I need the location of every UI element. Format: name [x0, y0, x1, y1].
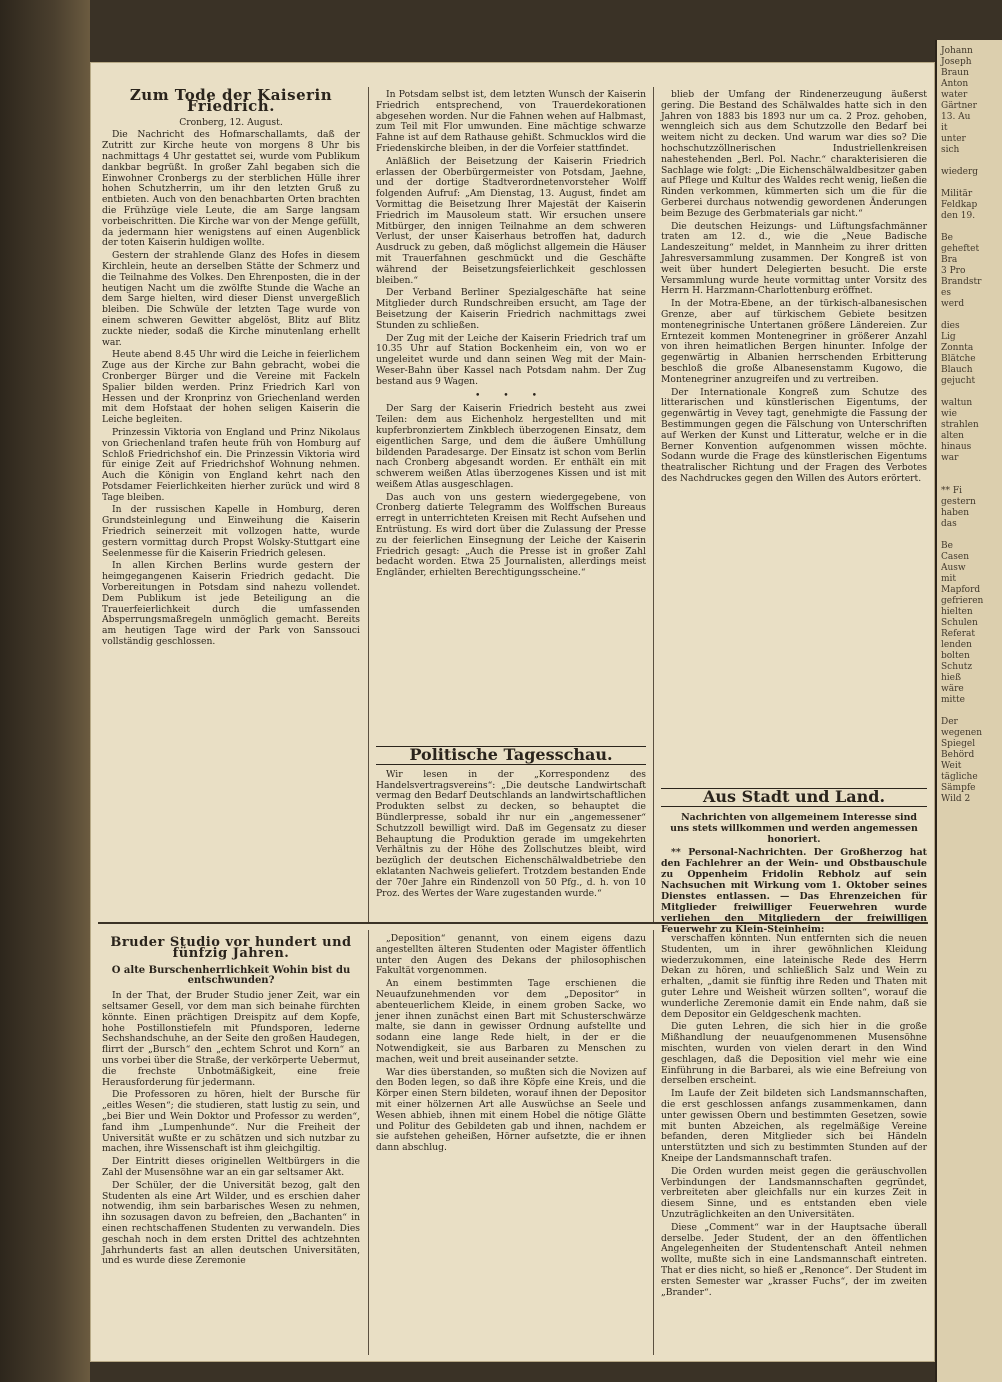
paragraph: In allen Kirchen Berlins wurde gestern der heimgegangenen Kaiserin Friedrich gedacht. Die Vorbereitungen in Potsdam sind nahezu vollendet. Dem Publikum ist jede Beteiligung an die Trauerfeierlichkeit durch die umfassenden Absperrungsmaßregeln unmöglich gemacht. Bereits am heutigen Tage wird der Park von Sanssouci vollständig geschlossen.	[102, 560, 360, 648]
paragraph: Die Professoren zu hören, hielt der Bursche für „eitles Wesen“; die studieren, statt lustig zu sein, und „bei Bier und Wein Doktor und Professor zu werden“, fand ihm „Lumpenhunde“. Nur die Freiheit der Universität wußte er zu schätzen und sich nutzbar zu machen, ihre Wissenschaft ist ihm gleichgiltig.	[102, 1089, 360, 1155]
paragraph: In der Motra-Ebene, an der türkisch-albanesischen Grenze, aber auf türkischem Gebiete besitzen montenegrinische Untertanen größere Ländereien. Zur Erntezeit kommen Montenegriner in größerer Anzahl von ihren heimatlichen Bergen hinunter. Infolge der gegenwärtig in Albanien herrschenden Erbitterung beschloß die große Albanesenstamm Kugowo, die Montenegriner anzugreifen und zu vertreiben.	[661, 298, 927, 385]
paragraph: Die deutschen Heizungs- und Lüftungsfachmänner traten am 12. d., wie die „Neue Badische Landeszeitung“ meldet, in Mannheim zu ihrer dritten Jahresversammlung zusammen. Der Kongreß ist von weit über hundert Delegierten besucht. Die erste Versammlung wurde heute vormittag unter Vorsitz des Herrn H. Harzmann-Charlottenburg eröffnet.	[661, 220, 927, 297]
book-binding-left	[0, 0, 90, 1382]
paragraph: Heute abend 8.45 Uhr wird die Leiche in feierlichem Zuge aus der Kirche zur Bahn gebracht, wobei die Cronberger Bürger und die Vereine mit Fackeln Spalier bilden werden. Prinz Friedrich Karl von Hessen und der Kronprinz von Griechenland werden mit dem Hofstaat der hohen seligen Kaiserin die Leiche begleiten.	[102, 349, 360, 426]
headline-kaiserin: Zum Tode der Kaiserin Friedrich.	[129, 86, 333, 115]
paragraph: In Potsdam selbst ist, dem letzten Wunsch der Kaiserin Friedrich entsprechend, von Trauerdekorationen abgesehen worden. Nur die Fahnen wehen auf Halbmast, zum Teil mit Flor umwunden. Eine mächtige schwarze Fahne ist auf dem Rathause gehißt. Schmucklos wird die Friedenskirche bleiben, in der die Vorfeier stattfindet.	[376, 89, 646, 154]
paragraph: Gestern der strahlende Glanz des Hofes in diesem Kirchlein, heute an derselben Stätte der Schmerz und die Teilnahme des Volkes. Den Ehrenposten, die in der heutigen Nacht um die zwölfte Stunde die Wache an dem Sarge hielten, wird dieser Dienst unvergeßlich bleiben. Die Schwüle der letzten Tage wurde von einem schweren Gewitter abgelöst, Blitz auf Blitz zuckte nieder, sodaß die Kirche minutenlang erhellt war.	[102, 250, 360, 348]
adjacent-page-edge	[935, 40, 1002, 1382]
article-tagesschau	[376, 742, 646, 920]
headline-tagesschau: Politische Tagesschau.	[376, 746, 646, 765]
article-studio-part3	[661, 934, 927, 1354]
paragraph: In der That, der Bruder Studio jener Zeit, war ein seltsamer Gesell, vor dem man sich beinahe fürchten könnte. Einen prächtigen Dreispitz auf dem Kopfe, hohe Postillonstiefeln mit Pfundsporen, lederne Sechshandschuhe, an der Seite den großen Haudegen, flirrt der „Bursch“ den „echtem Schrot und Korn“ an uns vorbei über die Straße, der verkörperte Uebermut, die frechste Unbotmäßigkeit, eine freie Herausforderung für jedermann.	[102, 990, 360, 1088]
paragraph: Das auch von uns gestern wiedergegebene, von Cronberg datierte Telegramm des Wolffschen Bureaus erregt in unterrichteten Kreisen mit Recht Aufsehen und Entrüstung. Es wird dort über die Zulassung der Presse zu der feierlichen Einsegnung der Leiche der Kaiserin Friedrich gesagt: „Auch die Presse ist in großer Zahl bedacht worden. Etwa 25 Journalisten, allerdings meist Engländer, erhielten Berechtigungsscheine.“	[376, 491, 646, 579]
adjacent-page-text: Johann Joseph Braun Anton water Gärtner 13. Au it unter sich wiederg Militär Feldkap den 19. Be geheftet Bra 3 Pro Brandstr es werd dies Lig Zonnta Blätche Blauch gejucht waltun wie strahlen alten hinaus war ** Fi gestern haben das Be Casen Ausw mit Mapford gefrieren hielten Schulen Referat lenden bolten Schutz hieß wäre mitte Der wegenen Spiegel Behörd Weit tägliche Sämpfe Wild 2	[941, 46, 984, 804]
column-rule-3	[368, 930, 369, 1355]
dateline: Cronberg, 12. August.	[179, 116, 283, 128]
paragraph: Der Sarg der Kaiserin Friedrich besteht aus zwei Teilen: dem aus Eichenholz hergestellten und mit kupferbronziertem Zinkblech überzogenen Einsatz, dem eigentlichen Sarge, und dem die äußere Umhüllung bildenden Paradesarge. Der Einsatz ist schon vom Berlin nach Cronberg abgesandt worden. Er enthält ein mit schwerem weißen Atlas überzogenes Kissen und ist mit weißem Atlas ausgeschlagen.	[376, 403, 646, 490]
headline-studio: Bruder Studio vor hundert und fünfzig Jahren.	[110, 935, 352, 961]
paragraph: In der russischen Kapelle in Homburg, deren Grundsteinlegung und Einweihung die Kaiserin Friedrich seinerzeit mit vollzogen hatte, wurde gestern vormittag durch Propst Wolsky-Stuttgart eine Seelenmesse für die Kaiserin Friedrich gelesen.	[102, 504, 360, 559]
paragraph: Diese „Comment“ war in der Hauptsache überall derselbe. Jeder Student, der an den öffentlichen Angelegenheiten der Studentenschaft Anteil nehmen wollte, mußte sich in eine Landsmannschaft eintreten. That er dies nicht, so hieß er „Renonce“. Der Student im ersten Semester war „krasser Fuchs“, der im zweiten „Brander“.	[661, 1221, 927, 1298]
column-rule-2	[653, 87, 654, 922]
column-rule-4	[653, 930, 654, 1355]
subtitle-studio: O alte Burschenherrlichkeit Wohin bist du entschwunden?	[111, 964, 351, 987]
paragraph: Die guten Lehren, die sich hier in die große Mißhandlung der neuaufgenommenen Musensöhne mischten, wurden von vielen derart in den Wind geschlagen, daß die Deposition viel mehr wie eine Einführung in die Barbarei, als wie eine Befreiung von derselben erscheint.	[661, 1021, 927, 1087]
paragraph: Der Schüler, der die Universität bezog, galt den Studenten als eine Art Wilder, und es erschien daher notwendig, ihm sein barbarisches Wesen zu nehmen, ihn sozusagen davon zu befreien, den „Bachanten“ in einen rechtschaffenen Studenten zu verwandeln. Dies geschah noch in dem ersten Drittel des achtzehnten Jahrhunderts fast an allen deutschen Universitäten, und es wurde diese Zeremonie	[102, 1179, 360, 1267]
paragraph: Prinzessin Viktoria von England und Prinz Nikolaus von Griechenland trafen heute früh von Homburg auf Schloß Friedrichshof ein. Die Prinzessin Viktoria wird für einige Zeit auf Friedrichshof Wohnung nehmen. Auch die Königin von England kehrt nach den Potsdamer Feierlichkeiten hierher zurück und wird 8 Tage bleiben.	[102, 426, 360, 503]
column-rule-1	[368, 87, 369, 922]
paragraph: Der Verband Berliner Spezialgeschäfte hat seine Mitglieder durch Rundschreiben ersucht, am Tage der Beisetzung der Kaiserin Friedrich nachmittags zwei Stunden zu schließen.	[376, 287, 646, 331]
article-potsdam	[376, 90, 646, 738]
paragraph: War dies überstanden, so mußten sich die Novizen auf den Boden legen, so daß ihre Köpfe eine Kreis, und die Körper einen Stern bildeten, worauf ihnen der Depositor mit einer hölzernen Art alle Auswüchse an Seele und Wesen abhieb, ihnen mit einem Hobel die nötige Glätte und Politur des Gebildeten gab und ihnen, nachdem er sie aufstehen geheißen, Hörner aufsetzte, die er ihnen dann abschlug.	[376, 1066, 646, 1154]
paragraph: verschaffen könnten. Nun entfernten sich die neuen Studenten, um in ihrer gewöhnlichen Kleidung wiederzukommen, eine lateinische Rede des Herrn Dekan zu hören, und schließlich Salz und Wein zu erhalten, „damit sie fünftig ihre Reden und Thaten mit guter Lehre und Weisheit würzen sollten“, worauf die wunderliche Zeremonie damit ein Ende nahm, daß sie dem Depositor ein Geldgeschenk machten.	[661, 933, 927, 1020]
headline-stadtland: Aus Stadt und Land.	[661, 788, 927, 807]
article-studio-part2	[376, 934, 646, 1354]
paragraph: Im Laufe der Zeit bildeten sich Landsmannschaften, die erst geschlossen anfangs zusammenkamen, dann unter gewissen Obern und bestimmten Gesetzen, sowie mit bunten Abzeichen, als regelmäßige Vereine befanden, deren Mitglieder sich bei Händeln unterstützten und sich zu bestimmten Stunden auf der Kneipe der Landsmannschaft trafen.	[661, 1088, 927, 1164]
separator-dots: • • •	[474, 389, 548, 401]
paragraph: Wir lesen in der „Korrespondenz des Handelsvertragsvereins“: „Die deutsche Landwirtschaft vermag den Bedarf Deutschlands an landwirtschaftlichen Produkten selbst zu decken, so behauptet die Bündlerpresse, sobald ihr nur ein „angemessener“ Schutzzoll bewilligt wird. Daß im Gegensatz zu dieser Behauptung die Produktion gerade im umgekehrten Verhältnis zu der Höhe des Zollschutzes bleibt, wird bezüglich der deutschen Eichenschälwaldbetriebe den eklatanten Nachweis geliefert. Trotzdem bestanden Ende der 70er Jahre ein Rindenzoll von 50 Pfg., d. h. von 10 Proz. des Wertes der Ware zugestanden wurde.“	[376, 768, 646, 899]
paragraph: Anläßlich der Beisetzung der Kaiserin Friedrich erlassen der Oberbürgermeister von Potsdam, Jaehne, und der dortige Stadtverordnetenvorsteher Wolff folgenden Aufruf: „Am Dienstag, 13. August, findet am Vormittag die Beisetzung Ihrer Majestät der Kaiserin Friedrich im Mausoleum statt. Wir ersuchen unsere Mitbürger, den innigen Teilnahme an dem schweren Verlust, der unser Kaiserhaus betroffen hat, dadurch Ausdruck zu geben, daß möglichst allgemein die Häuser mit Trauerfahnen geschmückt und die Geschäfte während der Beisetzungsfeierlichkeit geschlossen bleiben.“	[376, 155, 646, 286]
paragraph: blieb der Umfang der Rindenerzeugung äußerst gering. Die Bestand des Schälwaldes hatte sich in den Jahren von 1883 bis 1893 nur um ca. 2 Proz. gehoben, wenngleich sich aus dem Schutzzolle den Bedarf bei weitem nicht zu decken. Und warum war dies so? Die hochschutzzöllnerischen Industriellenkreisen nahestehenden „Berl. Pol. Nachr.“ charakterisieren die Sachlage wie folgt: „Die Eichenschälwaldbesitzer gaben auf Pflege und Kultur des Waldes recht wenig, ließen die Rinden verkommen, kümmerten sich um die für die Gerberei durchaus notwendig gewordenen Änderungen beim Bezuge des Gerbmaterials gar nicht.“	[661, 89, 927, 219]
article-stadtland	[661, 784, 927, 935]
paragraph: Die Nachricht des Hofmarschallamts, daß der Zutritt zur Kirche heute von morgens 8 Uhr bis nachmittags 4 Uhr gestattet sei, wurde vom Publikum dankbar begrüßt. In großer Zahl begaben sich die Einwohner Cronbergs zu der sterblichen Hülle ihrer hohen Schutzherrin, um ihr den letzten Gruß zu entbieten. Auch von den benachbarten Orten brachten die Frühzüge viele Leute, die am Sarge langsam vorbeischritten. Die Kirche war von der Menge gefüllt, da jedermann hier wenigstens auf einen Augenblick der toten Kaiserin huldigen wollte.	[102, 129, 360, 249]
paragraph: Die Orden wurden meist gegen die geräuschvollen Verbindungen der Landsmannschaften gegründet, verbreiteten aber gleichfalls nur ein kurzes Zeit in diesem Sinne, und es entstanden eben viele Unzuträglichkeiten an den Universitäten.	[661, 1165, 927, 1220]
newspaper-page	[90, 62, 935, 1362]
notice: Nachrichten von allgemeinem Interesse sind uns stets willkommen und werden angemessen honoriert.	[670, 811, 918, 845]
article-kaiserin	[102, 86, 360, 918]
paragraph: An einem bestimmten Tage erschienen die Neuaufzunehmenden vor dem „Depositor“ in abenteuerlichem Kleide, in einem groben Sacke, wo jener ihnen zunächst einen Bart mit Schusterschwärze malte, sie dann in gewisser Ordnung aufstellte und sodann eine lange Rede hielt, in der er die Notwendigkeit, sie aus Barbaren zu Menschen zu machen, weit und breit auseinander setzte.	[376, 978, 646, 1065]
personal-news: ** Personal-Nachrichten. Der Großherzog hat den Fachlehrer an der Wein- und Obstbauschule zu Oppenheim Fridolin Rebholz auf sein Nachsuchen mit Wirkung vom 1. Oktober seines Dienstes entlassen. — Das Ehrenzeichen für Mitglieder freiwilliger Feuerwehren wurde verliehen den Mitgliedern der freiwilligen Feuerwehr zu Klein-Steinheim:	[661, 846, 927, 935]
paragraph: Der Eintritt dieses originellen Weltbürgers in die Zahl der Musensöhne war an ein gar seltsamer Akt.	[102, 1156, 360, 1178]
article-rinde	[661, 90, 927, 780]
paragraph: Der Internationale Kongreß zum Schutze des litterarischen und künstlerischen Eigentums, der gegenwärtig in Vevey tagt, genehmigte die Fassung der Bestimmungen gegen die Fälschung von Unterschriften auf Werken der Kunst und Litteratur, welche er in die Berner Konvention aufgenommen wissen möchte. Sodann wurde die Frage des künstlerischen Eigentums theatralischer Richtung und der Fragen des Verbotes des Nachdruckes gegen den Willen des Autors erörtert.	[661, 386, 927, 484]
article-studio-part1	[102, 934, 360, 1354]
paragraph: Der Zug mit der Leiche der Kaiserin Friedrich traf um 10.35 Uhr auf Station Bockenheim ein, von wo er ungeleitet wurde und dann seinen Weg mit der Main-Weser-Bahn über Kassel nach Potsdam nahm. Der Zug bestand aus 9 Wagen.	[376, 332, 646, 387]
paragraph: „Deposition“ genannt, von einem eigens dazu angestellten älteren Studenten oder Magister öffentlich unter den Augen des Dekans der philosophischen Fakultät vorgenommen.	[376, 933, 646, 977]
